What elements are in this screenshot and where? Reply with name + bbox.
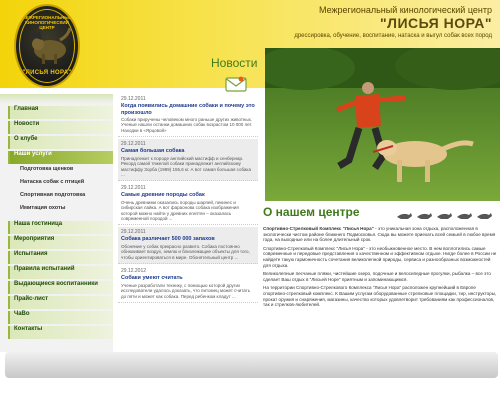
news-date: 29.12.2011 [121,96,146,102]
menu-item-trials[interactable]: Испытания [8,251,113,264]
news-title-link[interactable]: Собака различает 500 000 запахов [121,236,215,243]
footer-bar [5,352,498,378]
news-date: 29.12.2011 [121,141,146,148]
logo[interactable] [14,4,80,88]
menu-item-contacts[interactable]: Контакты [8,326,113,339]
site-title: "ЛИСЬЯ НОРА" [380,15,492,31]
menu-item-outstanding-pupils[interactable]: Выдающиеся воспитанники [8,281,113,294]
news-column [118,56,258,352]
header-subtitle: Межрегиональный кинологический центр [319,5,492,15]
news-item [118,94,258,137]
menu-item-news[interactable]: Новости [8,121,113,134]
news-title-link[interactable]: Собаки умеют считать [121,275,183,282]
submenu-item-hunt-imitation[interactable]: Имитация охоты [20,205,66,211]
envelope-icon[interactable] [225,76,247,92]
menu-item-trial-rules[interactable]: Правила испытаний [8,266,113,279]
about-paragraph [263,226,497,243]
about-paragraph-3: Великолепные песчаные пляжи, чистейшие озеро, подочные и велосипедные прогулки, рыбалка – все это сделает Ваш отдых в "Лисьей Норе" приятным и запоминающимся. [263,271,491,282]
news-excerpt: Принадлежит к породе английский мастифф и сенбернар. Рекорд самой тяжелой собаки принадлежит английскому мастиффу Зорба (1989) 155,6 кг. А вот самая большая собака ... [121,155,252,177]
about-text [263,226,497,311]
logo-ring-text: МЕЖРЕГИОНАЛЬНЫЙ КИНОЛОГИЧЕСКИЙ ЦЕНТР [22,15,72,30]
dog-training-photo [265,48,500,201]
logo-caption: "ЛИСЬЯ НОРА" [22,70,72,76]
menu-item-services[interactable]: Наши услуги [8,151,113,164]
submenu-item-puppy-training[interactable]: Подготовка щенков [20,166,74,172]
submenu-item-bird-training[interactable]: Натаска собак с птицей [20,179,85,185]
about-heading: О нашем центре [263,205,360,219]
menu-item-price-list[interactable]: Прайс-лист [8,296,113,309]
sidebar-wave [0,94,113,104]
news-item [118,139,258,181]
menu-item-about[interactable]: О клубе [8,136,113,149]
running-dogs-icon [395,208,497,222]
header-tagline: дрессировка, обучение, воспитание, натаска и выгул собак всех пород [294,33,492,39]
news-excerpt: Ученые разработали технику, с помощью которой других исследователи удалось доказать, что питомец может считать до пяти и может как собака. Перед ребенком кладут ... [121,282,251,299]
news-excerpt: Очень древними оказались породы шарпей, пекинес и сибирская лайка. А вот фараонова собака изображения которой можно найти у древних египтян – оказалась современной породой ... [121,199,239,222]
menu-item-home[interactable]: Главная [8,106,113,119]
news-item [118,183,258,225]
about-paragraph-1: - это уникальная зона отдыха, расположенная в экологически чистом районе ближнего Подмосковья. Сюда вы можете приехать всей семьей в любое время года, на выходные или на более длительный срок. [263,226,496,243]
submenu-item-sport-training[interactable]: Спортивная подготовка [20,192,86,198]
news-date: 29.12.2012 [121,268,147,275]
sidebar [0,94,113,352]
news-excerpt: Обоняние у собак прекрасно развито. Собака постоянно обнюхивает воздух, землю и близлежащие объекты для того, чтобы ориентироваться в мире. Обонятельный центр ... [121,243,250,260]
news-title-link[interactable]: Самые древние породы собак [121,192,205,199]
menu-item-hotel[interactable]: Наша гостиница [8,221,113,234]
news-list [118,94,258,305]
hero-photo [265,48,500,201]
news-item [118,266,258,303]
menu-item-faq[interactable]: ЧаВо [8,311,113,324]
news-date: 29.12.2011 [121,185,146,192]
news-date: 29.12.2011 [121,229,146,236]
main-menu [8,106,113,341]
news-item [118,227,258,264]
about-paragraph-4: На территории Спортивно-Стрелкового Комплекса "Лисья Нора" расположен крупнейший в Европе спортивно-стрелковый комплекс. К Вашим услугам оборудованные стрелковые площадки, тир, инструкторы, прокат оружия и снаряжения, магазины, качество которых удовлетворит требованиям как профессионалов, так и стрелков-любителей. [263,285,497,308]
news-title-link[interactable]: Самая большая собака [121,148,185,155]
news-heading[interactable]: Новости [211,56,258,70]
news-title-link[interactable]: Когда появились домашние собаки и почему это произошло [121,103,255,116]
news-excerpt: Собаки приручены человеком много раньше других животных. Ученые нашли останки домашних собак возрастом 10 000 лет. Находки в «Ярцовой» [121,117,253,133]
about-paragraph-2: Спортивно-Стрелковый Комплекс "Лисья Нора" - это необыкновенное место. В нем воплотились самые современные и передовые представления о качественном и эффективном отдыхе. Нигде более в России не найдете такую гармоничность сочетания великолепной природы, сервиса и разнообразных возможностей для отдыха. [263,245,497,268]
about-complex-name: Спортивно-Стрелковый Комплекс "Лисья Нора" [263,226,374,231]
menu-item-events[interactable]: Мероприятия [8,236,113,249]
